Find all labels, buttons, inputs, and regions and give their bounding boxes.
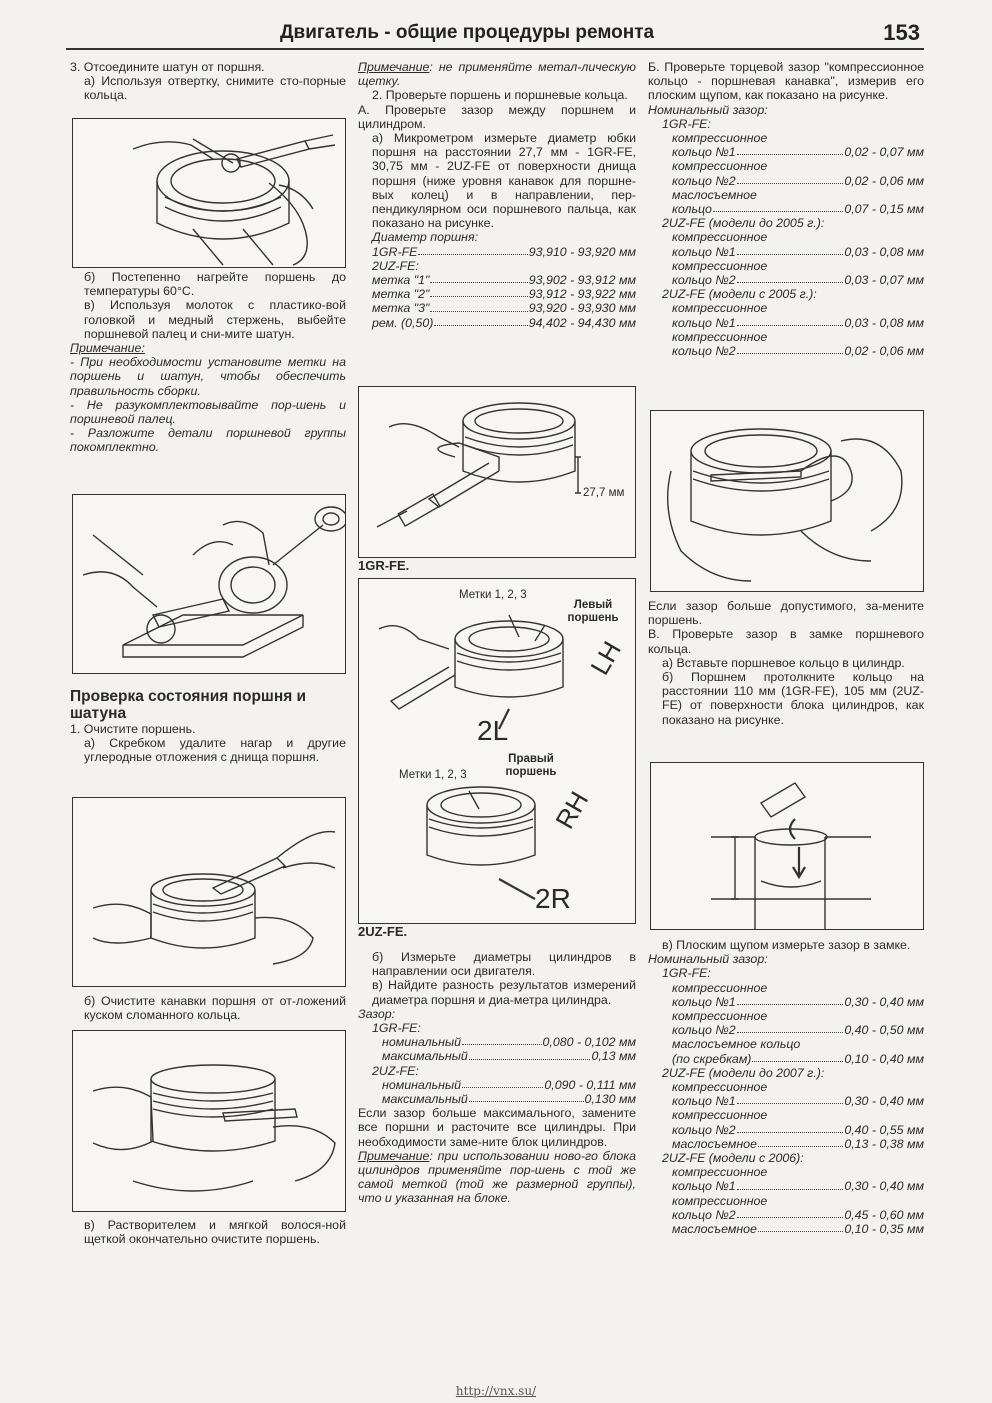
spec-g2a: номинальный 0,090 - 0,111 мм: [382, 1077, 636, 1092]
figure-caption-1gr: 1GR-FE.: [358, 558, 410, 573]
page-title: Двигатель - общие процедуры ремонта: [280, 22, 655, 43]
note-text-3: : при использовании ново-го блока цилиндров применяйте пор-шень с той же самой меткой (той же размерной группы), что и указанная на блоке.: [358, 1148, 636, 1206]
column-1: [70, 60, 346, 103]
b3-title: 2UZ-FE (модели с 2005 г.):: [662, 287, 817, 302]
illustration-snap-ring: [73, 119, 345, 267]
figure-piston-marks-2uz: [358, 578, 636, 924]
spec-d2b: метка "2" 93,912 - 93,922 мм: [372, 287, 636, 302]
illustration-grooves: [73, 1031, 345, 1211]
step-Va: а) Вставьте поршневое кольцо в цилиндр.: [662, 655, 905, 670]
figure-scrape-carbon: [72, 797, 346, 987]
spec-g1a: номинальный 0,080 - 0,102 мм: [382, 1035, 636, 1050]
spec-c2c: маслосъемное 0,13 - 0,38 мм: [672, 1136, 924, 1151]
note-text-2: : не применяйте метал-лическую щетку.: [358, 60, 636, 89]
step-3b: б) Постепенно нагрейте поршень до температуры 60°С.: [84, 270, 346, 299]
step-3a: а) Используя отвертку, снимите сто-порные кольца.: [84, 74, 346, 103]
spec-c1c: (по скребкам) 0,10 - 0,40 мм: [672, 1051, 924, 1066]
c2-title: 2UZ-FE (модели до 2007 г.):: [662, 1065, 825, 1080]
illustration-piston-marks: [359, 579, 635, 923]
2r-mark: 2R: [535, 883, 571, 914]
illustration-scrape: [73, 798, 345, 986]
b1a-type: компрессионное: [672, 131, 768, 146]
section-heading: Проверка состояния поршня и шатуна: [70, 688, 307, 722]
diameter-label: Диаметр поршня:: [372, 230, 479, 245]
c3a-type: компрессионное: [672, 1165, 768, 1180]
spec-c3c: маслосъемное 0,10 - 0,35 мм: [672, 1222, 924, 1237]
step-1a: а) Скребком удалите нагар и другие углеродные отложения с днища поршня.: [84, 736, 346, 765]
spec-b1a: кольцо №1 0,02 - 0,07 мм: [672, 145, 924, 160]
lh-mark: LH: [584, 636, 627, 680]
step-Aa: а) Микрометром измерьте диаметр юбки поршня на расстоянии 27,7 мм - 1GR-FE, 30,75 мм - 2UZ-FE от поверхности днища поршня (ниже уровня канавок для поршне-вых колец) и в направлении, пер-пендикулярном оси поршневого пальца, как показано на рисунке.: [372, 131, 636, 231]
spec-b3a: кольцо №1 0,03 - 0,08 мм: [672, 315, 924, 330]
replace-text: Если зазор больше допустимого, за-мените поршень.: [648, 599, 924, 628]
page-header: [66, 22, 924, 50]
step-V: В. Проверьте зазор в замке поршневого кольца.: [648, 627, 924, 656]
step-2: 2. Проверьте поршень и поршневые кольца.: [372, 88, 628, 103]
spec-d2-title: 2UZ-FE:: [372, 258, 419, 273]
nominal-label-2: Номинальный зазор:: [648, 952, 768, 967]
figure-micrometer-1gr: [358, 386, 636, 558]
figure-ring-in-cylinder: [650, 762, 924, 930]
note-label-2: Примечание: [358, 60, 430, 74]
b1-title: 1GR-FE:: [662, 116, 711, 131]
note-3: - Разложите детали поршневой группы покомплектно.: [70, 426, 346, 455]
illustration-feeler-gauge: [651, 411, 923, 591]
b3b-type: компрессионное: [672, 329, 768, 344]
figure-caption-2uz: 2UZ-FE.: [358, 924, 408, 939]
spec-c3a: кольцо №1 0,30 - 0,40 мм: [672, 1179, 924, 1194]
illustration-micrometer: [359, 387, 635, 557]
step-3c: в) Используя молоток с пластико-вой головкой и медный стержень, выбейте поршневой палец и сни-мите шатун.: [84, 298, 346, 341]
spec-g2b: максимальный 0,130 мм: [382, 1092, 636, 1107]
gap-text: Если зазор больше максимального, замените все поршни и расточите все цилиндры. При необходимости заме-ните блок цилиндров.: [358, 1106, 636, 1149]
column-1-b: [70, 270, 346, 455]
illustration-ring-cylinder: [651, 763, 923, 929]
step-Vb: б) Поршнем протолкните кольцо на расстоянии 110 мм (1GR-FE), 105 мм (2UZ-FE) от поверхности блока цилиндров, как показано на рисунке.: [662, 670, 924, 727]
spec-b3b: кольцо №2 0,02 - 0,06 мм: [672, 344, 924, 359]
column-1-c: [70, 688, 346, 765]
step-3: 3. Отсоедините шатун от поршня.: [70, 60, 265, 74]
step-Ac: в) Найдите разность результатов измерений диаметра поршня и диа-метра цилиндра.: [372, 978, 636, 1007]
step-A: А. Проверьте зазор между поршнем и цилиндром.: [358, 102, 636, 131]
column-3-b: [648, 599, 924, 727]
column-1-e: [70, 1218, 346, 1246]
marks-label-2: Метки 1, 2, 3: [399, 769, 467, 781]
c1a-type: компрессионное: [672, 980, 768, 995]
gap-label: Зазор:: [358, 1006, 396, 1021]
spec-d2d: рем. (0,50) 94,402 - 94,430 мм: [372, 315, 636, 330]
rh-mark: RH: [549, 786, 595, 834]
gap-1gr-title: 1GR-FE:: [372, 1021, 421, 1036]
illustration-press-pin: [73, 495, 345, 673]
b3a-type: компрессионное: [672, 301, 768, 316]
right-piston-label: Правый поршень: [505, 753, 557, 778]
c1c-type: маслосъемное кольцо: [672, 1037, 801, 1052]
c3-title: 2UZ-FE (модели с 2006):: [662, 1151, 804, 1166]
b2a-type: компрессионное: [672, 230, 768, 245]
step-1b: б) Очистите канавки поршня от от-ложений куском сломанного кольца.: [84, 994, 346, 1023]
c2a-type: компрессионное: [672, 1080, 768, 1095]
spec-b1c: кольцо 0,07 - 0,15 мм: [672, 202, 924, 217]
spec-g1b: максимальный 0,13 мм: [382, 1049, 636, 1064]
step-Ab: б) Измерьте диаметры цилиндров в направлении оси двигателя.: [372, 950, 636, 979]
c1b-type: компрессионное: [672, 1009, 768, 1024]
column-3: [648, 60, 924, 358]
step-1: 1. Очистите поршень.: [70, 722, 196, 736]
figure-press-pin: [72, 494, 346, 674]
note-1: - При необходимости установите метки на поршень и шатун, чтобы обеспечить правильность сборки.: [70, 355, 346, 398]
nominal-label: Номинальный зазор:: [648, 102, 768, 117]
spec-b2b: кольцо №2 0,03 - 0,07 мм: [672, 273, 924, 288]
page-number: 153: [883, 20, 920, 45]
spec-c2b: кольцо №2 0,40 - 0,55 мм: [672, 1122, 924, 1137]
c1-title: 1GR-FE:: [662, 966, 711, 981]
note-label-3: Примечание: [358, 1148, 430, 1163]
gap-2uz-title: 2UZ-FE:: [372, 1063, 419, 1078]
column-3-c: [648, 938, 924, 1236]
c2b-type: компрессионное: [672, 1108, 768, 1123]
b2b-type: компрессионное: [672, 258, 768, 273]
spec-c1a: кольцо №1 0,30 - 0,40 мм: [672, 994, 924, 1009]
b1c-type: маслосъемное: [672, 187, 757, 202]
step-B: Б. Проверьте торцевой зазор "компрессионное кольцо - поршневая канавка", измерив его плоским щупом, как показано на рисунке.: [648, 60, 924, 103]
figure-feeler-gauge: [650, 410, 924, 592]
step-1c: в) Растворителем и мягкой волося-ной щеткой окончательно очистите поршень.: [84, 1218, 346, 1247]
spec-d1: 1GR-FE 93,910 - 93,920 мм: [372, 244, 636, 259]
column-1-d: [70, 994, 346, 1022]
b2-title: 2UZ-FE (модели до 2005 г.):: [662, 216, 825, 231]
spec-c1b: кольцо №2 0,40 - 0,50 мм: [672, 1023, 924, 1038]
c3b-type: компрессионное: [672, 1193, 768, 1208]
note-2: - Не разукомплектовывайте пор-шень и поршневой палец.: [70, 397, 346, 427]
spec-d2a: метка "1" 93,902 - 93,912 мм: [372, 273, 636, 288]
step-Vc: в) Плоским щупом измерьте зазор в замке.: [662, 938, 911, 952]
spec-b1b: кольцо №2 0,02 - 0,06 мм: [672, 173, 924, 188]
left-piston-label: Левый поршень: [567, 599, 619, 624]
spec-c3b: кольцо №2 0,45 - 0,60 мм: [672, 1207, 924, 1222]
spec-c2a: кольцо №1 0,30 - 0,40 мм: [672, 1094, 924, 1109]
figure-clean-grooves: [72, 1030, 346, 1212]
spec-d2c: метка "3" 93,920 - 93,930 мм: [372, 301, 636, 316]
figure-remove-snap-ring: [72, 118, 346, 268]
2l-mark: 2L: [477, 715, 509, 746]
dimension-label: 27,7 мм: [583, 487, 625, 499]
note-label: Примечание:: [70, 341, 145, 356]
footer-url[interactable]: http://vnx.su/: [455, 1384, 537, 1398]
b1b-type: компрессионное: [672, 159, 768, 174]
marks-label-1: Метки 1, 2, 3: [459, 589, 527, 601]
column-2-b: [358, 950, 636, 1206]
spec-b2a: кольцо №1 0,03 - 0,08 мм: [672, 244, 924, 259]
header-rule: [66, 48, 924, 50]
column-2: [358, 60, 636, 330]
